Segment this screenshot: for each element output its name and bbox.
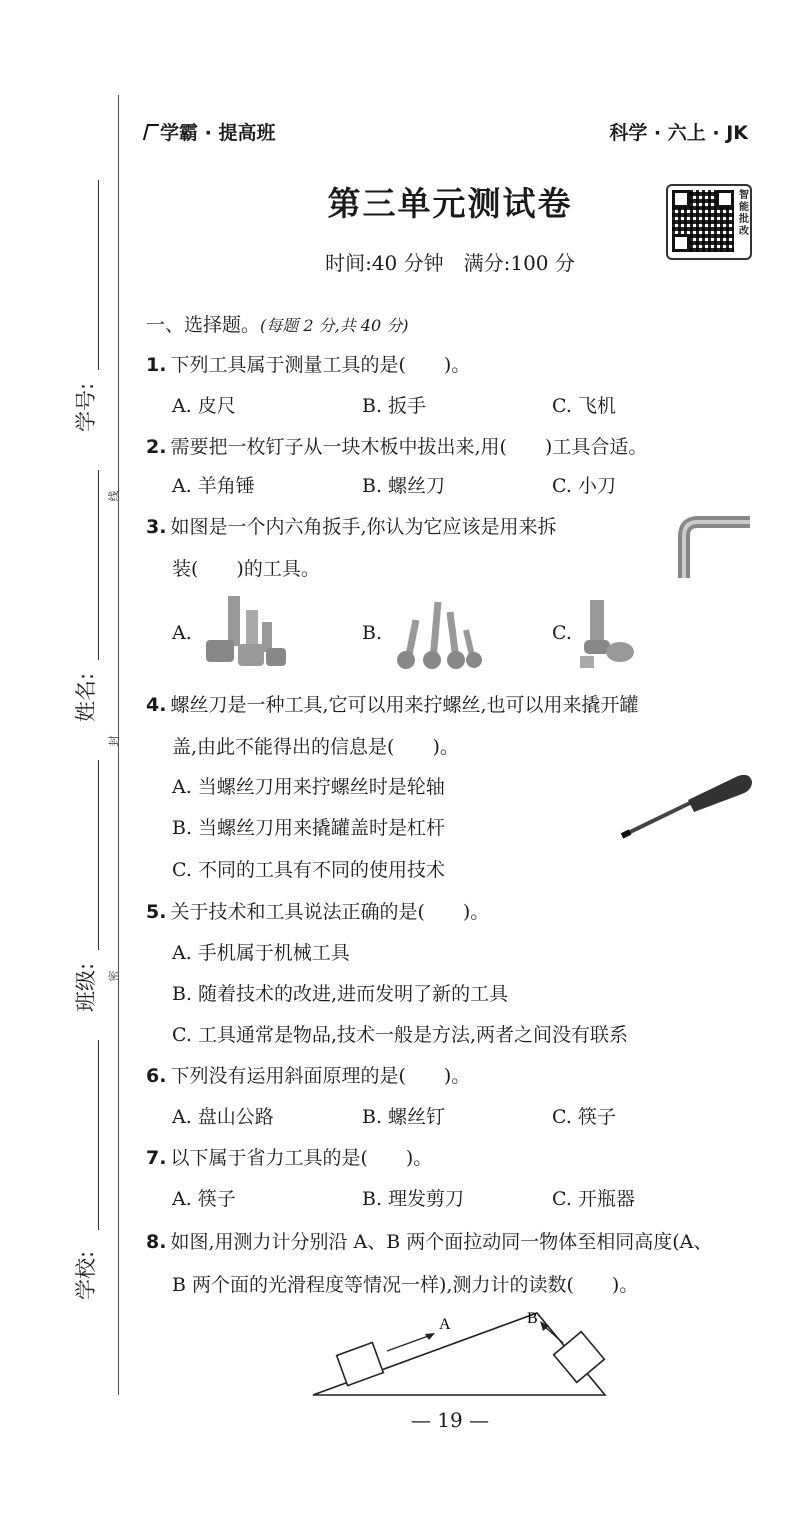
question-number: 6. [146,1065,167,1087]
section-note: (每题 2 分,共 40 分) [260,316,409,335]
page-title: 第三单元测试卷 [327,184,573,223]
question-8 [146,1227,712,1254]
binding-mark-line: 线 [107,490,121,502]
qr-pattern-icon [672,190,734,252]
question-number: 8. [146,1231,167,1253]
question-text: 下列没有运用斜面原理的是( )。 [170,1065,471,1087]
option-c[interactable]: C. 飞机 [552,395,616,417]
option-a[interactable]: A. 盘山公路 [172,1106,274,1128]
class-label: 班级: [74,962,98,1012]
brand-logo [145,118,275,145]
hex-key-image [668,512,753,584]
option-a[interactable]: A. [172,622,192,644]
class-blank [98,760,99,950]
hex-socket-bolts-image [198,592,293,672]
option-b[interactable]: B. 当螺丝刀用来撬罐盖时是杠杆 [172,817,446,839]
option-c[interactable]: C. 不同的工具有不同的使用技术 [172,859,445,881]
school-label: 学校: [74,1250,98,1300]
option-b[interactable]: B. [362,622,383,644]
name-label: 姓名: [74,672,98,722]
question-4 [146,690,639,717]
qr-side-char: 能 [739,202,749,213]
question-text: 需要把一枚钉子从一块木板中拔出来,用( )工具合适。 [170,436,648,458]
qr-side-char: 改 [739,226,749,237]
label-a: A [439,1316,451,1333]
option-b[interactable]: B. 扳手 [362,395,427,417]
question-5 [146,897,489,924]
option-c[interactable]: C. 筷子 [552,1106,616,1128]
phillips-screws-image [388,590,483,672]
question-number: 5. [146,901,167,923]
qr-code[interactable] [666,184,752,260]
option-c[interactable]: C. 工具通常是物品,技术一般是方法,两者之间没有联系 [172,1024,629,1046]
option-c[interactable]: C. 小刀 [552,475,616,497]
binding-mark-seal: 封 [107,735,121,747]
inclined-plane-diagram [305,1305,615,1400]
question-7 [146,1143,432,1170]
option-c[interactable]: C. 开瓶器 [552,1188,635,1210]
question-1 [146,350,470,377]
qr-side-char: 批 [739,214,749,225]
question-number: 7. [146,1147,167,1169]
question-number: 3. [146,516,167,538]
question-8-continued: B 两个面的光滑程度等情况一样),测力计的读数( )。 [172,1274,639,1296]
question-number: 2. [146,436,167,458]
qr-finder-icon [716,190,734,208]
question-2 [146,432,647,459]
block-b [554,1332,605,1383]
option-a[interactable]: A. 皮尺 [172,395,236,417]
qr-finder-icon [672,234,690,252]
name-blank [98,470,99,660]
brand-text: 学霸 · 提高班 [160,122,276,144]
section-title: 一、选择题。 [146,314,261,336]
question-text: 螺丝刀是一种工具,它可以用来拧螺丝,也可以用来撬开罐 [170,694,639,716]
question-text: 如图是一个内六角扳手,你认为它应该是用来拆 [170,516,557,538]
option-a[interactable]: A. 当螺丝刀用来拧螺丝时是轮轴 [172,776,445,798]
option-b[interactable]: B. 螺丝钉 [362,1106,446,1128]
question-3-continued: 装( )的工具。 [172,558,320,580]
option-b[interactable]: B. 螺丝刀 [362,475,446,497]
question-number: 4. [146,694,167,716]
option-b[interactable]: B. 随着技术的改进,进而发明了新的工具 [172,983,509,1005]
brand-icon [143,124,159,140]
option-a[interactable]: A. 羊角锤 [172,475,255,497]
question-6 [146,1061,470,1088]
question-3 [146,512,557,539]
question-number: 1. [146,354,167,376]
arrow-a-line [387,1335,431,1351]
slotted-screws-image [576,598,636,670]
question-text: 如图,用测力计分别沿 A、B 两个面拉动同一物体至相同高度(A、 [170,1231,713,1253]
screwdriver-image [620,770,755,840]
binding-mark-secret: 密 [107,970,121,982]
school-blank [98,1040,99,1230]
option-a[interactable]: A. 筷子 [172,1188,236,1210]
qr-side-char: 智 [739,190,749,201]
question-4-continued: 盖,由此不能得出的信息是( )。 [172,736,459,758]
option-c[interactable]: C. [552,622,572,644]
page-number: — 19 — [410,1408,490,1432]
qr-finder-icon [672,190,690,208]
question-text: 下列工具属于测量工具的是( )。 [170,354,471,376]
qr-side-text [739,190,749,238]
option-a[interactable]: A. 手机属于机械工具 [172,942,350,964]
time-score-line: 时间:40 分钟 满分:100 分 [325,251,575,275]
subject-label: 科学 · 六上 · JK [609,122,748,144]
question-text: 关于技术和工具说法正确的是( )。 [170,901,490,923]
question-text: 以下属于省力工具的是( )。 [170,1147,433,1169]
label-b: B [527,1310,538,1327]
student-id-label: 学号: [74,382,98,432]
option-b[interactable]: B. 理发剪刀 [362,1188,465,1210]
block-a [337,1343,384,1386]
section-heading [146,310,408,337]
